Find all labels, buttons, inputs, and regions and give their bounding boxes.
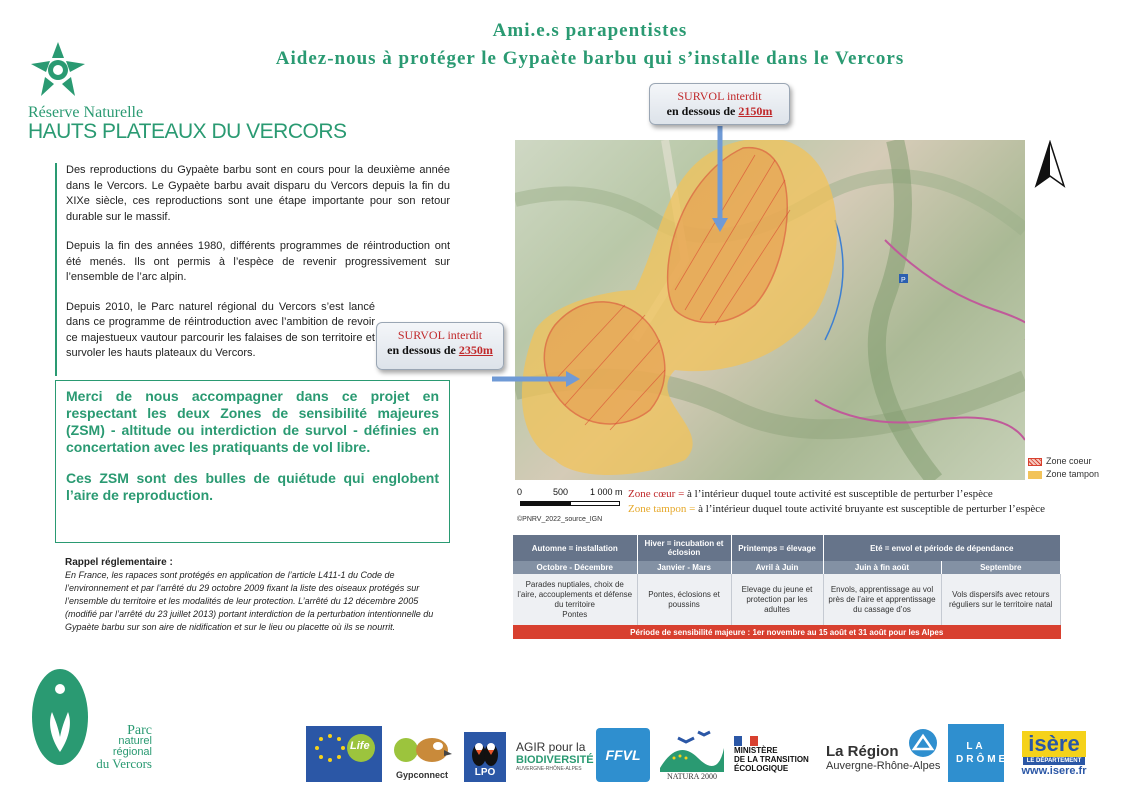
ministere-line-1: MINISTÈRE xyxy=(734,745,778,755)
agir-line-3: AUVERGNE-RHÔNE-ALPES xyxy=(516,766,582,772)
callout-top-altitude: 2150m xyxy=(738,104,773,118)
zone-coeur-text: à l’intérieur duquel toute activité est susceptible de perturber l’espèce xyxy=(684,488,993,500)
scale-label-500: 500 xyxy=(553,487,569,497)
region-line-2: Auvergne-Rhône-Alpes xyxy=(826,759,941,772)
activity-winter: Pontes, éclosions et poussins xyxy=(637,574,731,625)
isere-url: www.isere.fr xyxy=(1021,765,1087,777)
activity-spring: Elevage du jeune et protection par les adultes xyxy=(731,574,823,625)
ministere-line-3: ÉCOLOGIQUE xyxy=(734,763,789,773)
svg-text:P: P xyxy=(901,277,906,284)
season-spring: Printemps = élevage xyxy=(731,535,823,561)
isere-logo xyxy=(1008,724,1100,784)
reserve-subtitle: Réserve Naturelle xyxy=(28,104,144,121)
callout-left-text: en dessous de xyxy=(387,343,456,357)
region-logo xyxy=(826,734,946,780)
parc-line-3: régional xyxy=(112,746,152,758)
north-arrow-icon xyxy=(1032,140,1068,190)
zone-tampon-text: à l’intérieur duquel toute activité bruyante est susceptible de perturber l’espèce xyxy=(695,503,1046,515)
merci-paragraph-2: Ces ZSM sont des bulles de quiétude qui englobent l’aire de reproduction. xyxy=(66,470,439,503)
callout-left-altitude: 2350m xyxy=(458,343,493,357)
parc-text xyxy=(92,725,152,769)
header-line-1: Ami.e.s parapentistes xyxy=(492,20,688,41)
vulture-head-icon xyxy=(392,730,452,770)
activity-autumn: Parades nuptiales, choix de l’aire, accouplements et défense du territoire Pontes xyxy=(513,574,637,625)
gypconnect-logo xyxy=(388,726,456,784)
ministere-logo xyxy=(734,726,820,782)
map-credit: ©PNRV_2022_source_IGN xyxy=(517,516,603,523)
parc-line-4: du Vercors xyxy=(96,756,152,771)
activity-summer: Envols, apprentissage au vol près de l’aire et apprentissage du cassage d’os xyxy=(823,574,941,625)
intro-paragraph-1: Des reproductions du Gypaète barbu sont en cours pour la deuxième année dans le Vercors. Le Gypaète barbu avait disparu du Vercors depuis la fin du XIXe siècle, ces reproductions sont une étape importante pour son retour durable sur le massif. xyxy=(66,164,450,223)
drome-logo xyxy=(948,724,1009,782)
agir-line-1: AGIR pour la xyxy=(516,740,586,754)
scale-label-1000: 1 000 m xyxy=(590,487,623,497)
callout-altitude-2350 xyxy=(376,322,504,370)
rappel-title: Rappel réglementaire : xyxy=(65,557,173,568)
natura-birds-icon xyxy=(658,728,726,772)
intro-paragraph-3: Depuis 2010, le Parc naturel régional du Vercors s’est lancé dans ce programme de réintroduction avec l’ambition de revoir ce majestueux vautour parcourir les falaises de son territoire et survoler les hauts plateaux du Vercors. xyxy=(66,300,375,359)
puffin-icon xyxy=(468,737,502,767)
scale-label-0: 0 xyxy=(517,487,523,497)
ministere-line-2: DE LA TRANSITION xyxy=(734,754,809,764)
eu-stars-icon xyxy=(306,726,382,782)
parc-line-1: Parc xyxy=(127,723,152,738)
region-line-1: La Région xyxy=(826,742,899,760)
merci-box xyxy=(55,380,450,543)
legend-tampon: Zone tampon xyxy=(1046,469,1100,479)
legend-coeur: Zone coeur xyxy=(1046,456,1092,466)
period-sep: Septembre xyxy=(941,561,1061,574)
callout-top-title: SURVOL interdit xyxy=(677,89,762,103)
activity-september: Vols dispersifs avec retours réguliers sur le territoire natal xyxy=(941,574,1061,625)
zone-definitions xyxy=(628,487,1045,517)
season-winter: Hiver = incubation et éclosion xyxy=(637,535,731,561)
natura2000-logo xyxy=(656,724,728,784)
parc-leaf-icon xyxy=(30,667,90,767)
map-legend xyxy=(1028,455,1099,481)
season-autumn: Automne = installation xyxy=(513,535,637,561)
lpo-logo xyxy=(464,732,506,782)
intro-paragraph-2: Depuis la fin des années 1980, différents programmes de réintroduction ont été menés. Ils ont permis à l’espèce de revenir progressivement sur l’ensemble de l’arc alpin. xyxy=(66,240,450,283)
legend-swatch-tampon xyxy=(1028,471,1042,479)
gypconnect-text: Gypconnect xyxy=(395,770,448,780)
rappel-body: En France, les rapaces sont protégés en application de l’article L411-1 du Code de l’environnement et par l’arrêté du 29 octobre 2009 fixant la liste des oiseaux protégés sur l’ensemble du territoire et les modalités de leur protection. L’arrêté du 12 décembre 2005 (modifié par l’arrêté du 23 juillet 2013) portant interdiction de la perturbation intentionnelle du Gypaète barbu sur son aire de nidification et sur le lieu ou placette où ils se nourrit. xyxy=(65,570,434,632)
merci-paragraph-1: Merci de nous accompagner dans ce projet en respectant les deux Zones de sensibilité majeures (ZSM) - altitude ou interdiction de survol - définies en concertation avec les pratiquants de vol libre. xyxy=(66,388,439,455)
period-jun-aug: Juin à fin août xyxy=(823,561,941,574)
callout-top-text: en dessous de xyxy=(666,104,736,118)
sensitivity-period: Période de sensibilité majeure : 1er novembre au 15 août et 31 août pour les Alpes xyxy=(513,625,1061,639)
agir-line-2: BIODIVERSITÉ xyxy=(516,754,594,766)
parc-vercors-logo xyxy=(30,667,152,772)
isere-text: isère xyxy=(1022,731,1085,757)
period-oct-dec: Octobre - Décembre xyxy=(513,561,637,574)
ffvl-logo xyxy=(596,728,650,782)
natura-text: NATURA 2000 xyxy=(666,771,717,781)
legend-swatch-coeur xyxy=(1028,458,1042,466)
agir-biodiversite-logo xyxy=(516,736,592,776)
lpo-text: LPO xyxy=(474,766,496,778)
rappel-reglementaire xyxy=(65,556,450,634)
callout-altitude-2150 xyxy=(649,83,790,125)
eu-life-logo xyxy=(306,726,382,782)
period-jan-mar: Janvier - Mars xyxy=(637,561,731,574)
header-line-2: Aidez-nous à protéger le Gypaète barbu qui s’installe dans le Vercors xyxy=(275,48,905,69)
zone-coeur-label: Zone cœur = xyxy=(628,488,685,500)
season-table xyxy=(513,535,1061,639)
season-summer: Eté = envol et période de dépendance xyxy=(823,535,1061,561)
period-apr-jun: Avril à Juin xyxy=(731,561,823,574)
ffvl-text: FFVL xyxy=(605,747,641,763)
drome-text: LA DRÔME xyxy=(956,741,1009,765)
region-mountain-icon xyxy=(908,728,938,758)
french-flag-icon xyxy=(734,736,758,746)
callout-left-title: SURVOL interdit xyxy=(397,328,483,342)
reserve-title: HAUTS PLATEAUX DU VERCORS xyxy=(28,120,347,143)
scale-graphic xyxy=(520,501,620,506)
life-text: Life xyxy=(350,740,370,752)
zone-tampon-label: Zone tampon = xyxy=(628,503,696,515)
isere-sub: LE DÉPARTEMENT xyxy=(1023,757,1086,765)
parc-line-2: naturel xyxy=(118,735,152,747)
